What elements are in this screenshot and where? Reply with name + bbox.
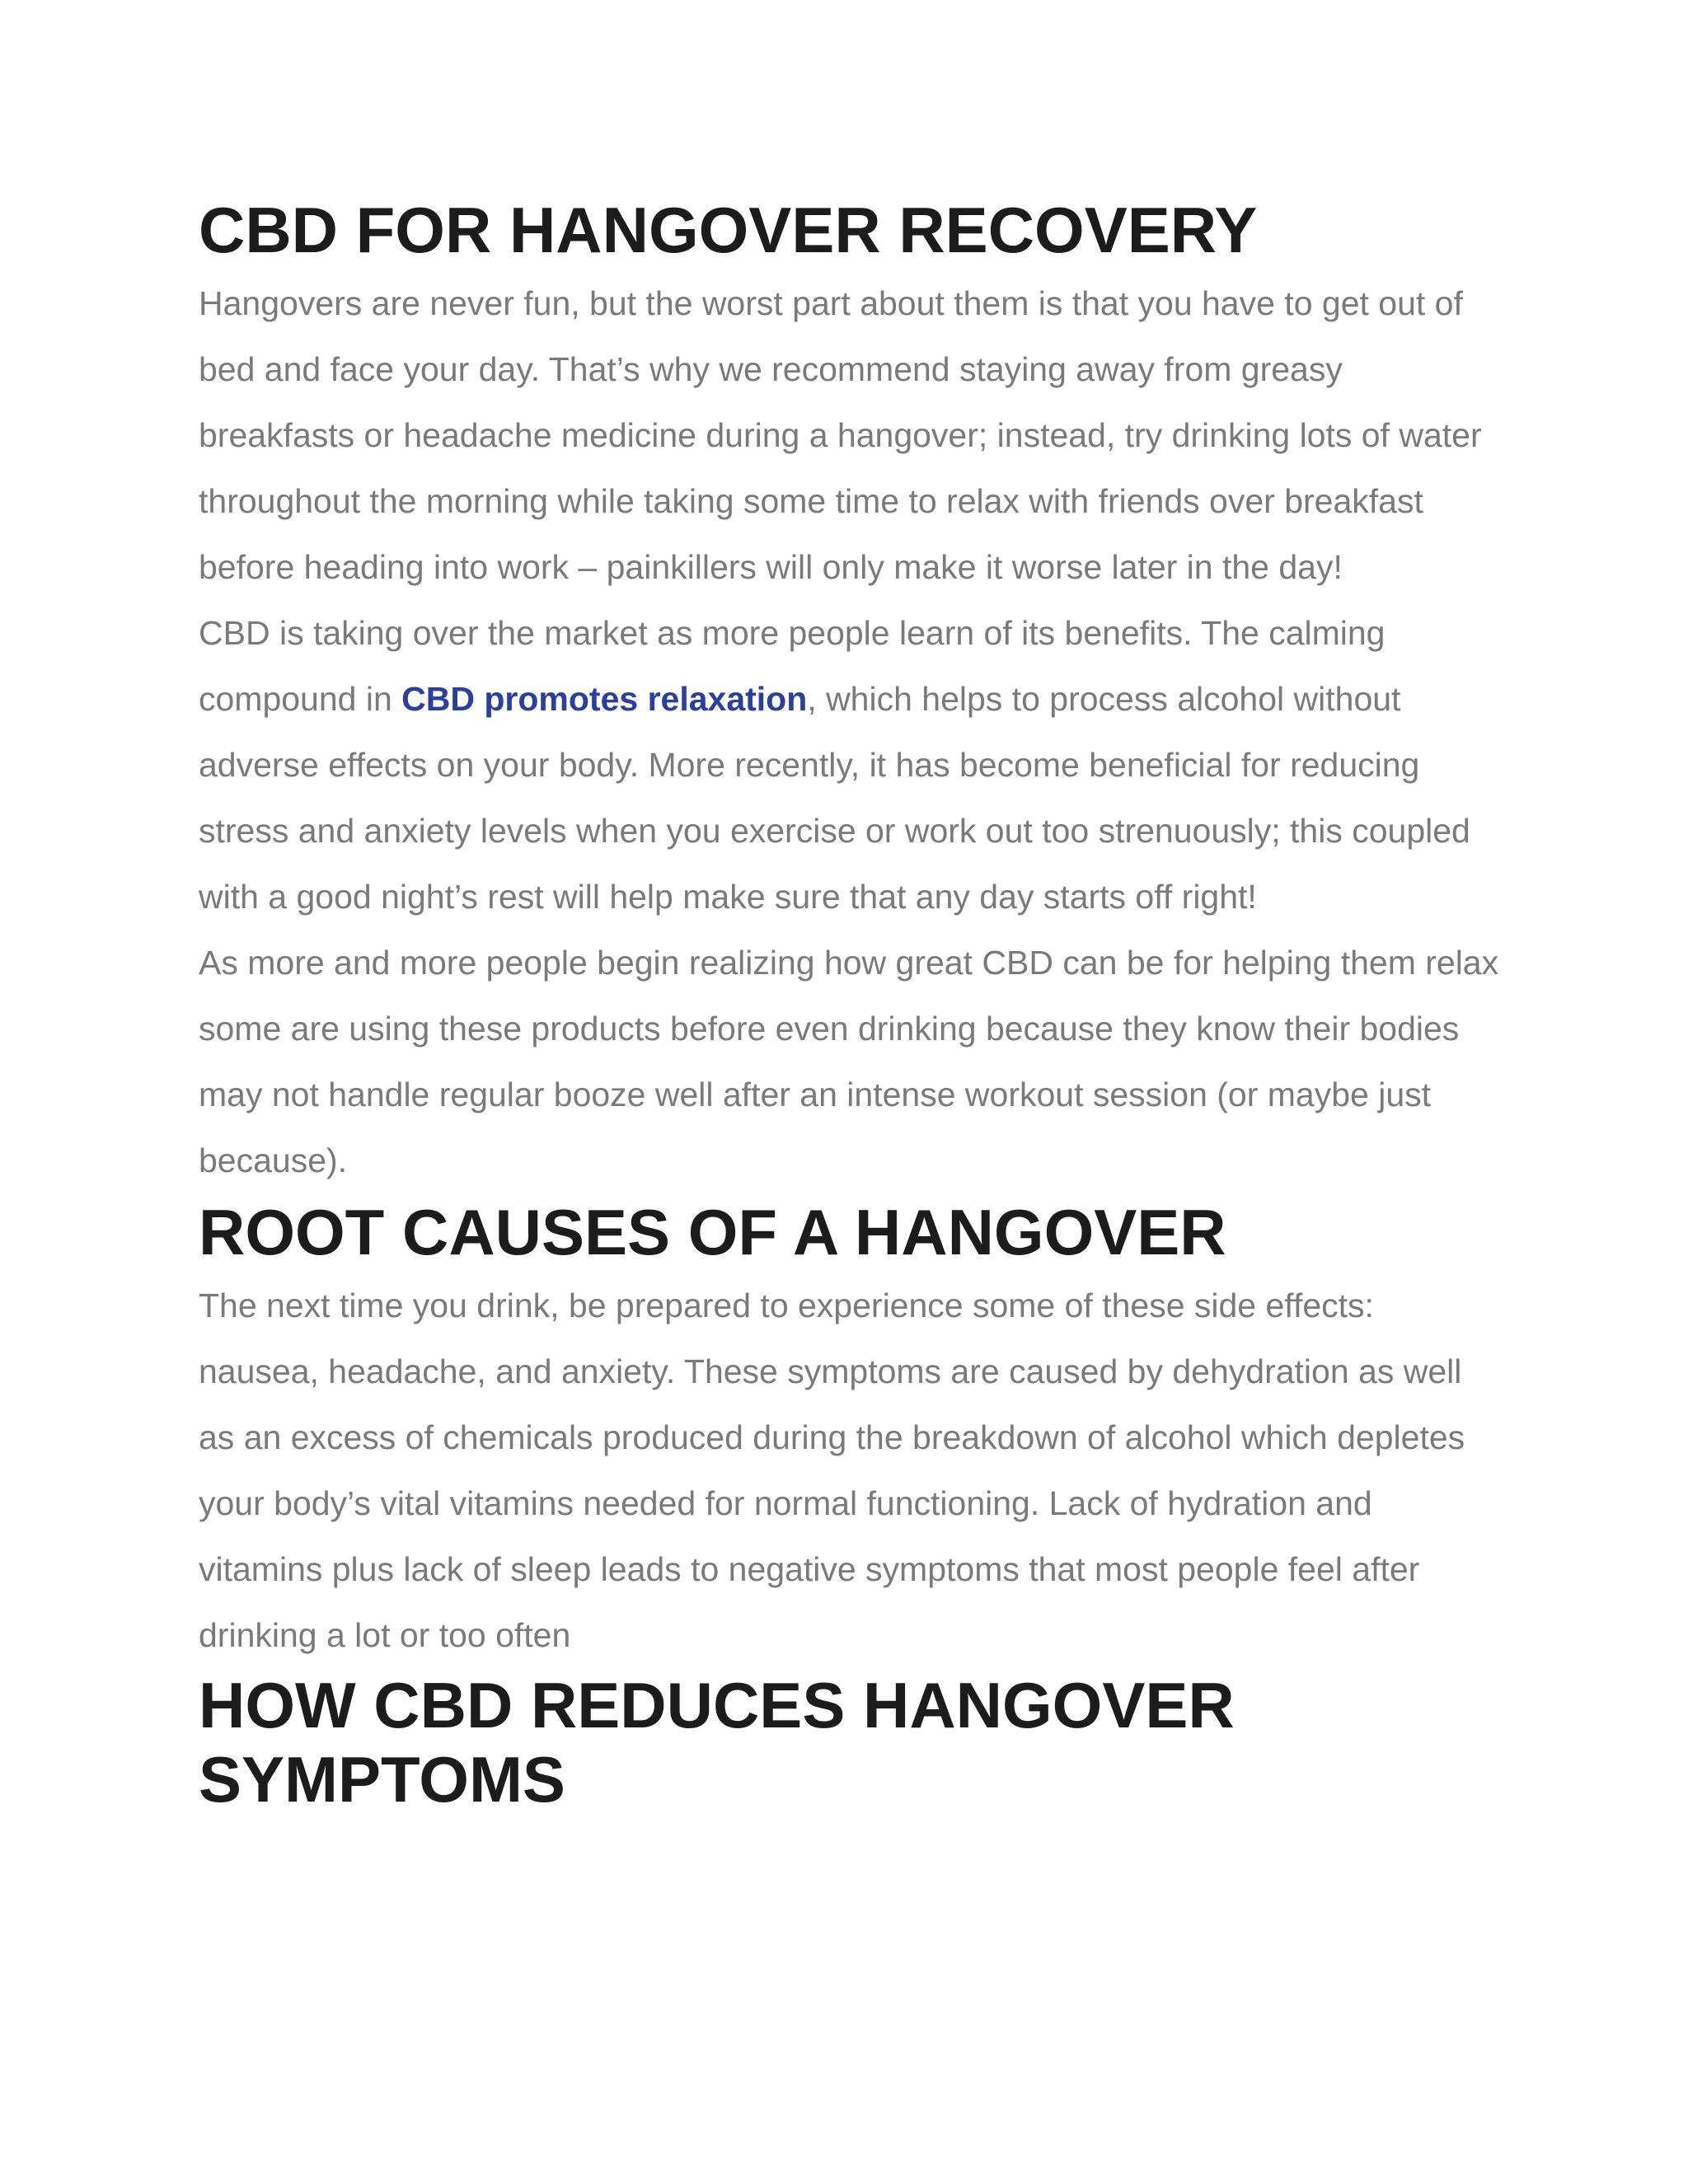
document-page: [199, 0, 1501, 1816]
heading-how-cbd-reduces: HOW CBD REDUCES HANGOVER SYMPTOMS: [199, 1669, 1235, 1816]
paragraph-text: , which helps to process alcohol without adverse effects on your body. More recently, it has become beneficial for reducing stress and anxiety levels when you exercise or work out too strenuously; this coupled with a good night’s rest will help make sure that any day starts off right!: [199, 680, 1470, 916]
paragraph-side-effects: The next time you drink, be prepared to experience some of these side effects: nausea, headache, and anxiety. These symptoms are caused by dehydration as well as an excess of chemicals produced during the breakdown of alcohol which depletes your body’s vital vitamins needed for normal functioning. Lack of hydration and vitamins plus lack of sleep leads to negative symptoms that most people feel after drinking a lot or too often: [199, 1286, 1465, 1654]
cbd-promotes-relaxation-link[interactable]: CBD promotes relaxation: [401, 680, 808, 718]
heading-cbd-for-hangover-recovery: CBD FOR HANGOVER RECOVERY: [199, 194, 1258, 266]
heading-root-causes: ROOT CAUSES OF A HANGOVER: [199, 1196, 1226, 1268]
paragraph-cbd-market: [199, 600, 1501, 930]
paragraph-hangovers-intro: Hangovers are never fun, but the worst part about them is that you have to get out of bed and face your day. That’s why we recommend staying away from greasy breakfasts or headache medicine during a hangover; instead, try drinking lots of water throughout the morning while taking some time to relax with friends over breakfast before heading into work – painkillers will only make it worse later in the day!: [199, 284, 1482, 586]
paragraph-text: CBD is taking over the market as more people learn of its benefits. The calming compound in: [199, 614, 1386, 718]
paragraph-people-realizing: As more and more people begin realizing how great CBD can be for helping them relax some are using these products before even drinking because they know their bodies may not handle regular booze well after an intense workout session (or maybe just because).: [199, 944, 1499, 1179]
